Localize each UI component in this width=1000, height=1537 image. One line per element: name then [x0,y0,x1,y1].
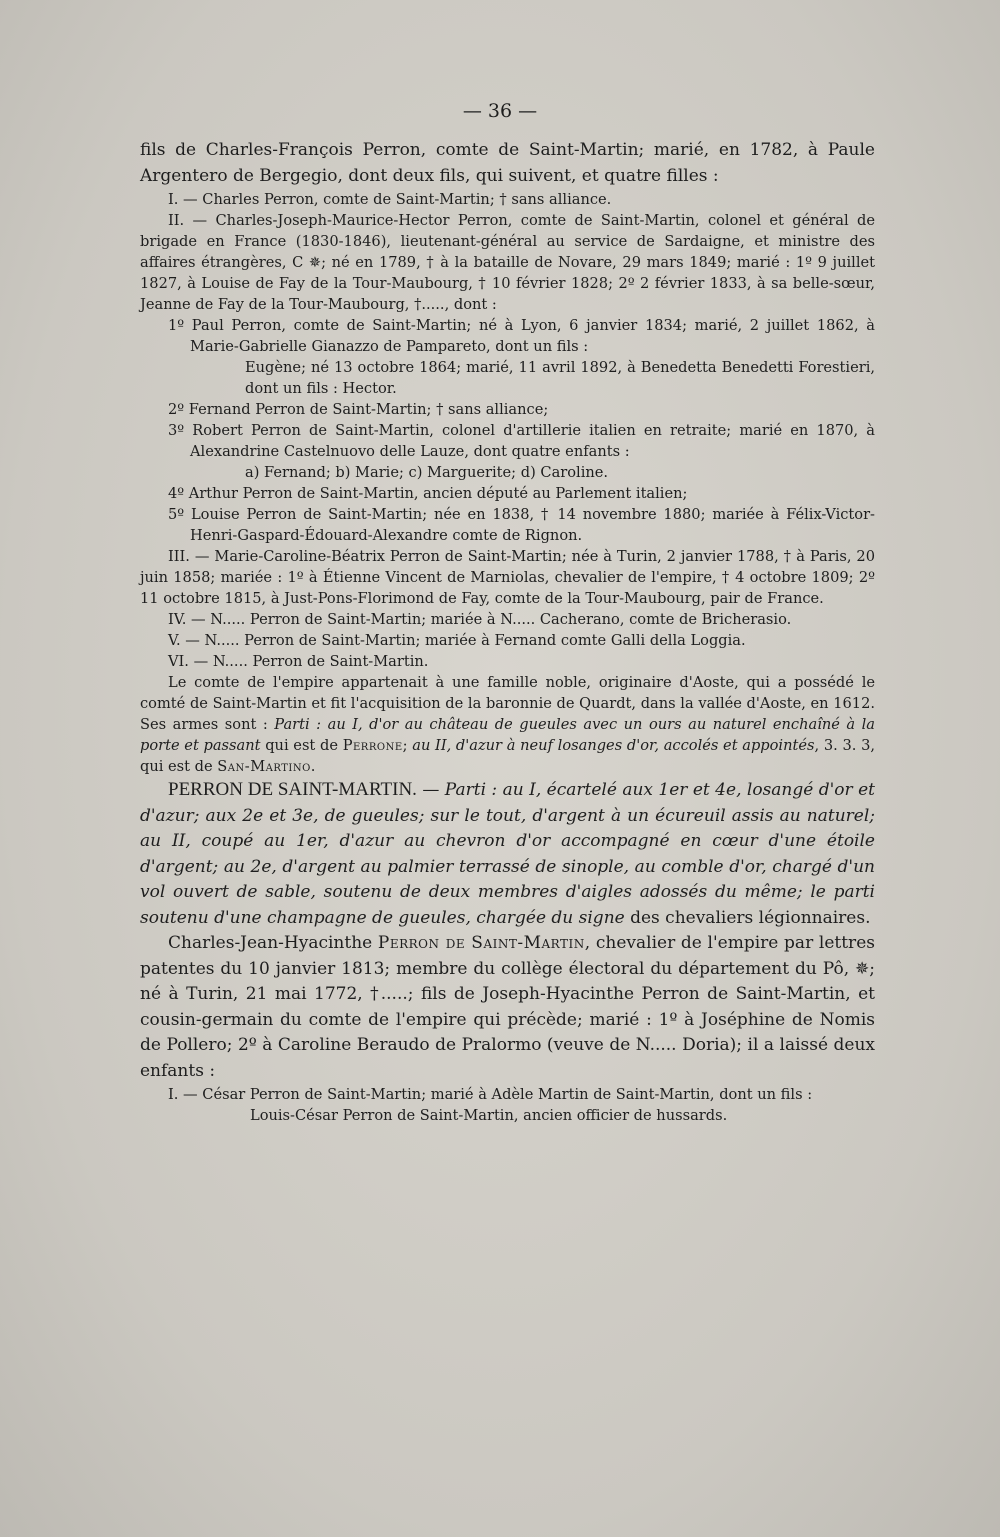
section-perron-de-saint-martin [140,777,875,931]
person-details: , chevalier de l'empire par lettres patentes du 10 janvier 1813; membre du collège électoral du département du Pô, ✵; né à Turin, 21 mai 1772, †.....; fils de Joseph-Hyacinthe Perron de Saint-Martin, et cousin-germain du comte de l'empire qui précède; marié : 1º à Joséphine de Nomis de Pollero; 2º à Caroline Beraudo de Pralormo (veuve de N..... Doria); il a laissé deux enfants : [140,933,875,1081]
entry-son-2: II. — Charles-Joseph-Maurice-Hector Perron, comte de Saint-Martin, colonel et général de brigade en France (1830-1846), lieutenant-général au service de Sardaigne, et ministre des affaires étrangères, C ✵; né en 1789, † à la bataille de Novare, 29 mars 1849; marié : 1º 9 juillet 1827, à Louise de Fay de la Tour-Maubourg, † 10 février 1828; 2º 2 février 1833, à sa belle-sœur, Jeanne de Fay de la Tour-Maubourg, †....., dont : [140,212,875,313]
paragraph-intro: fils de Charles-François Perron, comte de Saint-Martin; marié, en 1782, à Paule Argentero de Bergegio, dont deux fils, qui suivent, et quatre filles : [140,140,875,186]
arms-text-5: . [310,758,316,775]
arms-name-perrone: Perrone [342,737,403,754]
entry-child-5: 5º Louise Perron de Saint-Martin; née en 1838, † 14 novembre 1880; mariée à Félix-Victor-Henri-Gaspard-Édouard-Alexandre comte de Rignon. [168,506,875,544]
arms-blazon-1: Parti : au I, d'or au château de gueules avec un ours au naturel enchaîné à la porte et passant [140,716,876,754]
arms-text-3: ; [402,737,413,754]
entry-louis-cesar: Louis-César Perron de Saint-Martin, ancien officier de hussards. [250,1107,728,1124]
page-number: — 36 — [462,100,538,122]
arms-name-san-martino: San-Martino [217,758,311,775]
paragraph-arms [140,672,875,777]
arms-text-2: qui est de [260,737,343,754]
arms-text-4: , 3. 3. 3, qui est de [140,737,876,775]
person-surname: Perron de Saint-Martin [377,933,585,953]
entry-child-4: 4º Arthur Perron de Saint-Martin, ancien député au Parlement italien; [168,485,688,502]
arms-blazon-2: au II, d'azur à neuf losanges d'or, accolés et appointés [412,737,815,754]
entry-daughter-6: VI. — N..... Perron de Saint-Martin. [168,653,429,670]
entry-cesar: I. — César Perron de Saint-Martin; marié à Adèle Martin de Saint-Martin, dont un fils : [168,1086,813,1103]
entry-grandchild-1: Eugène; né 13 octobre 1864; marié, 11 avril 1892, à Benedetta Benedetti Forestieri, dont un fils : Hector. [245,359,875,397]
entry-child-3: 3º Robert Perron de Saint-Martin, colonel d'artillerie italien en retraite; marié en 1870, à Alexandrine Castelnuovo delle Lauze, dont quatre enfants : [168,422,875,460]
person-name: Charles-Jean-Hyacinthe [168,933,378,953]
entry-son-1: I. — Charles Perron, comte de Saint-Martin; † sans alliance. [168,191,612,208]
section-blazon: Parti : au I, écartelé aux 1er et 4e, losangé d'or et d'azur; aux 2e et 3e, de gueules; sur le tout, d'argent à un écureuil assis au naturel; au II, coupé au 1er, d'azur au chevron d'or accompagné en cœur d'une étoile d'argent; au 2e, d'argent au palmier terrassé de sinople, au comble d'or, chargé d'un vol ouvert de sable, soutenu de deux membres d'aigles adossés du même; le parti soutenu d'une champagne de gueules, chargée du signe [140,780,875,928]
section-blazon-end: des chevaliers légionnaires. [624,907,871,928]
entry-daughter-4: IV. — N..... Perron de Saint-Martin; mariée à N..... Cacherano, comte de Bricherasio. [168,611,792,628]
section-heading: PERRON DE SAINT-MARTIN. [168,779,417,800]
entry-grandchildren-3: a) Fernand; b) Marie; c) Marguerite; d) Caroline. [245,464,609,481]
entry-child-2: 2º Fernand Perron de Saint-Martin; † sans alliance; [168,401,549,418]
section-dash: — [416,780,445,800]
entry-daughter-5: V. — N..... Perron de Saint-Martin; mariée à Fernand comte Galli della Loggia. [168,632,746,649]
arms-text-1: Le comte de l'empire appartenait à une famille noble, originaire d'Aoste, qui a possédé le comté de Saint-Martin et fit l'acquisition de la baronnie de Quardt, dans la vallée d'Aoste, en 1612. Ses armes sont : [140,674,875,733]
entry-daughter-3: III. — Marie-Caroline-Béatrix Perron de Saint-Martin; née à Turin, 2 janvier 1788, † à Paris, 20 juin 1858; mariée : 1º à Étienne Vincent de Marniolas, chevalier de l'empire, † 4 octobre 1809; 2º 11 octobre 1815, à Just-Pons-Florimond de Fay, comte de la Tour-Maubourg, pair de France. [140,548,875,607]
entry-child-1: 1º Paul Perron, comte de Saint-Martin; né à Lyon, 6 janvier 1834; marié, 2 juillet 1862, à Marie-Gabrielle Gianazzo de Pampareto, dont un fils : [168,317,875,355]
paragraph-charles-jean [140,931,875,1084]
page-text [140,138,875,1126]
